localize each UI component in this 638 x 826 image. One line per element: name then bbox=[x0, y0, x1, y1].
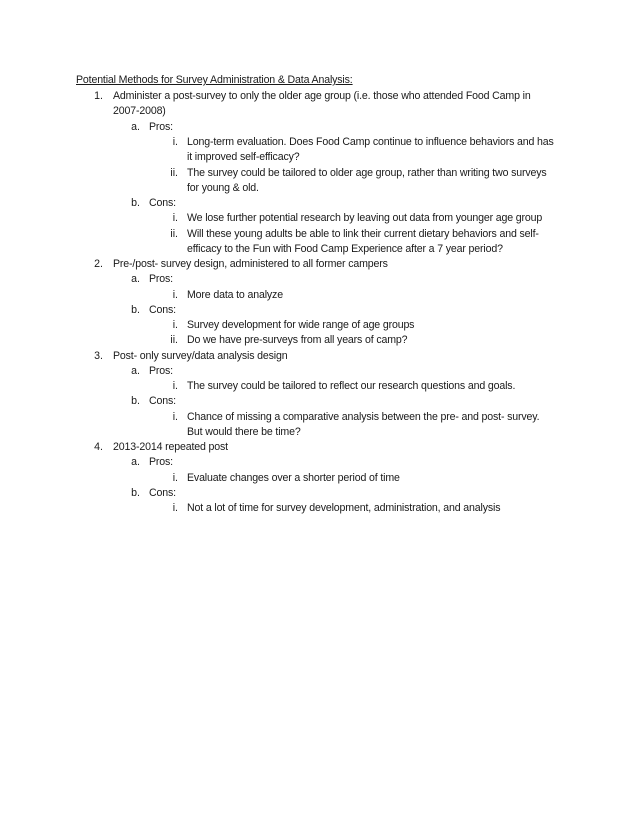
item-2-pros-heading: Pros: bbox=[149, 273, 173, 285]
item-4-con-1-line1: Not a lot of time for survey development, administration, and analysis bbox=[187, 502, 501, 514]
item-2-con-1-roman: i. bbox=[172, 319, 178, 331]
item-4-pros-heading: Pros: bbox=[149, 456, 173, 468]
item-1-pro-2-line2: for young & old. bbox=[187, 182, 259, 194]
item-3-pros-heading: Pros: bbox=[149, 365, 173, 377]
item-1-pro-1-line2: it improved self-efficacy? bbox=[187, 151, 300, 163]
document-title: Potential Methods for Survey Administration & Data Analysis: bbox=[76, 74, 353, 86]
item-1-con-1-line1: We lose further potential research by leaving out data from younger age group bbox=[187, 212, 543, 224]
item-3-pro-1-roman: i. bbox=[172, 380, 178, 392]
item-4-pro-1-roman: i. bbox=[172, 472, 178, 484]
item-3-number: 3. bbox=[94, 350, 103, 362]
item-4-text-line1: 2013-2014 repeated post bbox=[113, 441, 228, 453]
item-1-pro-1-roman: i. bbox=[172, 136, 178, 148]
item-1-pros-label: a. bbox=[131, 121, 140, 133]
item-1-text-line2: 2007-2008) bbox=[113, 105, 166, 117]
item-3-con-1-line2: But would there be time? bbox=[187, 426, 301, 438]
item-4-pro-1-line1: Evaluate changes over a shorter period of time bbox=[187, 472, 400, 484]
item-1-text-line1: Administer a post-survey to only the older age group (i.e. those who attended Food Camp in bbox=[113, 90, 531, 102]
item-1-con-2-roman: ii. bbox=[170, 228, 178, 240]
item-2-con-2-line1: Do we have pre-surveys from all years of camp? bbox=[187, 334, 408, 346]
item-3-pros-label: a. bbox=[131, 365, 140, 377]
item-1-pro-1-line1: Long-term evaluation. Does Food Camp continue to influence behaviors and has bbox=[187, 136, 554, 148]
item-2-pro-1-line1: More data to analyze bbox=[187, 289, 283, 301]
item-4-cons-heading: Cons: bbox=[149, 487, 176, 499]
item-2-text-line1: Pre-/post- survey design, administered to all former campers bbox=[113, 258, 388, 270]
item-2-cons-label: b. bbox=[131, 304, 140, 316]
item-1-cons-label: b. bbox=[131, 197, 140, 209]
item-4-cons-label: b. bbox=[131, 487, 140, 499]
item-1-pro-2-roman: ii. bbox=[170, 167, 178, 179]
item-1-pro-2-line1: The survey could be tailored to older age group, rather than writing two surveys bbox=[187, 167, 547, 179]
item-3-con-1-line1: Chance of missing a comparative analysis between the pre- and post- survey. bbox=[187, 411, 540, 423]
item-4-pros-label: a. bbox=[131, 456, 140, 468]
item-2-con-2-roman: ii. bbox=[170, 334, 178, 346]
item-1-con-2-line1: Will these young adults be able to link their current dietary behaviors and self- bbox=[187, 228, 539, 240]
item-2-pros-label: a. bbox=[131, 273, 140, 285]
item-3-text-line1: Post- only survey/data analysis design bbox=[113, 350, 288, 362]
item-1-number: 1. bbox=[94, 90, 103, 102]
item-4-con-1-roman: i. bbox=[172, 502, 178, 514]
item-2-cons-heading: Cons: bbox=[149, 304, 176, 316]
item-1-pros-heading: Pros: bbox=[149, 121, 173, 133]
item-3-cons-label: b. bbox=[131, 395, 140, 407]
item-2-con-1-line1: Survey development for wide range of age groups bbox=[187, 319, 415, 331]
item-2-number: 2. bbox=[94, 258, 103, 270]
item-1-con-2-line2: efficacy to the Fun with Food Camp Experience after a 7 year period? bbox=[187, 243, 503, 255]
item-3-pro-1-line1: The survey could be tailored to reflect our research questions and goals. bbox=[187, 380, 516, 392]
item-4-number: 4. bbox=[94, 441, 103, 453]
item-1-con-1-roman: i. bbox=[172, 212, 178, 224]
item-1-cons-heading: Cons: bbox=[149, 197, 176, 209]
item-3-con-1-roman: i. bbox=[172, 411, 178, 423]
item-2-pro-1-roman: i. bbox=[172, 289, 178, 301]
item-3-cons-heading: Cons: bbox=[149, 395, 176, 407]
